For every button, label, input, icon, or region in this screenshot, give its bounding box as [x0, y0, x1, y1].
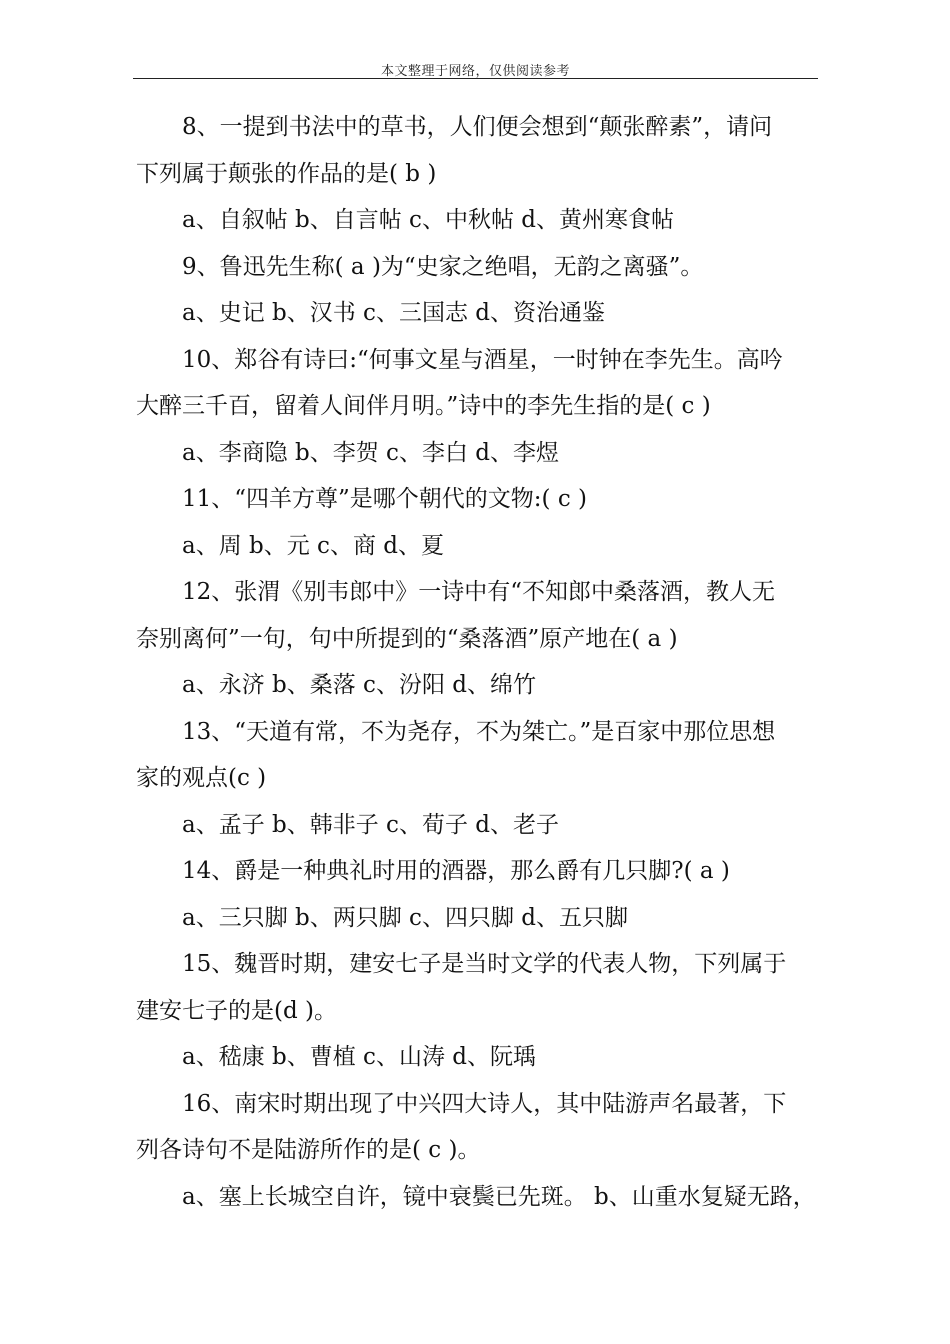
question-13-line-2: 家的观点(c ): [136, 765, 267, 791]
document-body: [136, 104, 818, 1220]
question-13-options: a、孟子 b、韩非子 c、荀子 d、老子: [182, 811, 559, 838]
question-14-line-1: 14、爵是一种典礼时用的酒器，那么爵有几只脚?( a ): [182, 858, 730, 884]
question-8-line-2: 下列属于颠张的作品的是( b ): [136, 160, 437, 187]
question-10-line-2: 大醉三千百，留着人间伴月明。”诗中的李先生指的是( c ): [136, 393, 711, 419]
question-15-line-1: 15、魏晋时期，建安七子是当时文学的代表人物，下列属于: [182, 951, 787, 977]
question-9-options: a、史记 b、汉书 c、三国志 d、资治通鉴: [182, 300, 605, 326]
question-16-line-1: 16、南宋时期出现了中兴四大诗人，其中陆游声名最著，下: [182, 1090, 787, 1117]
question-16-options: a、塞上长城空自许，镜中衰鬓已先斑。 b、山重水复疑无路，: [182, 1183, 816, 1210]
question-15-line-2: 建安七子的是(d )。: [136, 997, 337, 1024]
question-11-options: a、周 b、元 c、商 d、夏: [182, 532, 444, 559]
question-9-line-1: 9、鲁迅先生称( a )为“史家之绝唱，无韵之离骚”。: [182, 253, 704, 280]
question-12-line-2: 奈别离何”一句，句中所提到的“桑落酒”原产地在( a ): [136, 625, 678, 652]
question-13-line-1: 13、“天道有常，不为尧存，不为桀亡。”是百家中那位思想: [182, 718, 776, 745]
header-rule: [133, 78, 818, 79]
question-16-line-2: 列各诗句不是陆游所作的是( c )。: [136, 1137, 481, 1163]
question-8-options: a、自叙帖 b、自言帖 c、中秋帖 d、黄州寒食帖: [182, 207, 674, 233]
question-12-line-1: 12、张渭《别韦郎中》一诗中有“不知郎中桑落酒，教人无: [182, 579, 776, 605]
question-8-line-1: 8、一提到书法中的草书，人们便会想到“颠张醉素”，请问: [182, 114, 773, 140]
question-14-options: a、三只脚 b、两只脚 c、四只脚 d、五只脚: [182, 904, 628, 931]
question-11-line-1: 11、“四羊方尊”是哪个朝代的文物:( c ): [182, 486, 587, 512]
question-10-line-1: 10、郑谷有诗曰:“何事文星与酒星，一时钟在李先生。高吟: [182, 346, 783, 373]
page-header: 本文整理于网络，仅供阅读参考: [380, 64, 570, 79]
question-12-options: a、永济 b、桑落 c、汾阳 d、绵竹: [182, 672, 536, 698]
question-15-options: a、嵇康 b、曹植 c、山涛 d、阮瑀: [182, 1044, 536, 1070]
question-10-options: a、李商隐 b、李贺 c、李白 d、李煜: [182, 439, 559, 466]
